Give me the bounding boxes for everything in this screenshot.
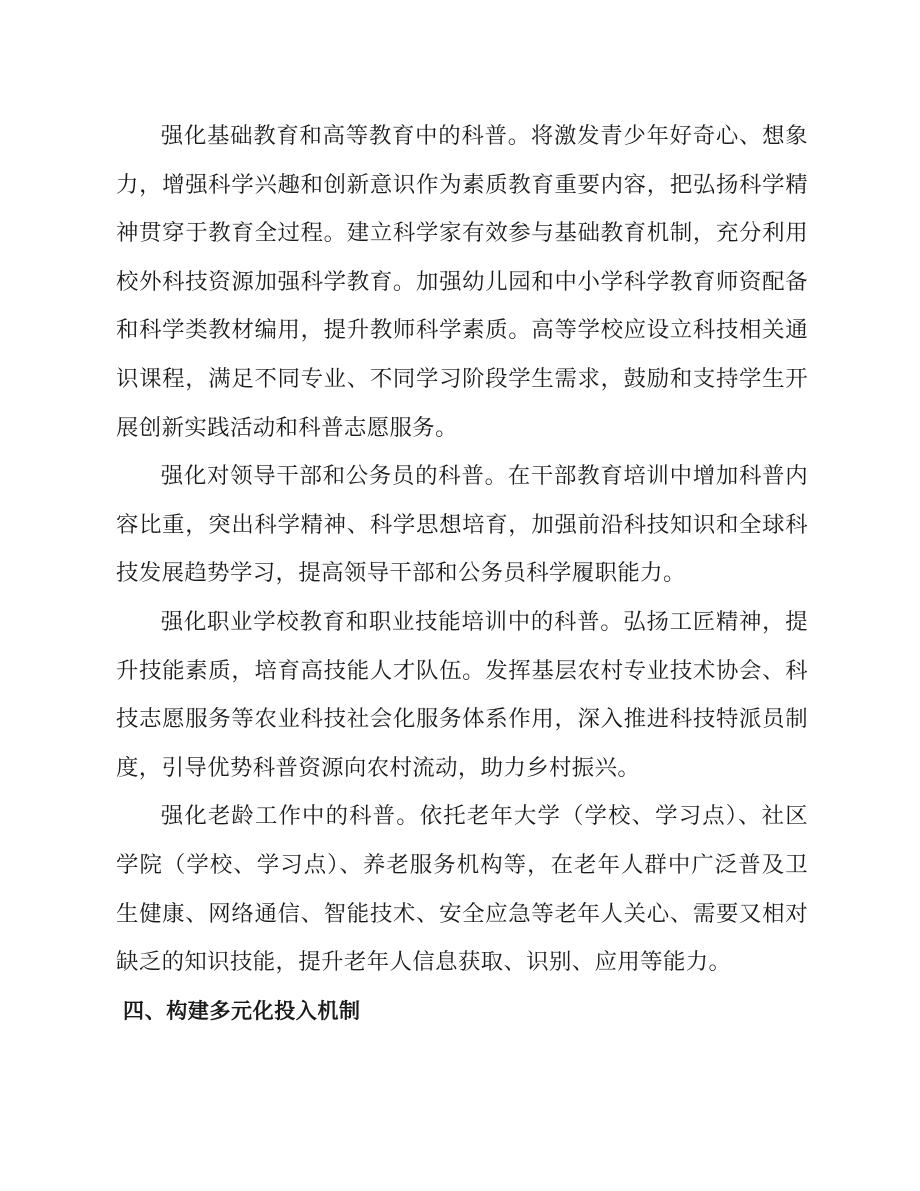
section-heading: 四、构建多元化投入机制 [123,998,361,1023]
document-body [116,112,808,1035]
paragraph-elderly-work-science: 强化老龄工作中的科普。依托老年大学（学校、学习点）、社区学院（学校、学习点）、养老服务机构等，在老年人群中广泛普及卫生健康、网络通信、智能技术、安全应急等老年人关心、需要又相对缺乏的知识技能，提升老年人信息获取、识别、应用等能力。 [116,803,808,976]
paragraph-vocational-training-science: 强化职业学校教育和职业技能培训中的科普。弘扬工匠精神，提升技能素质，培育高技能人才队伍。发挥基层农村专业技术协会、科技志愿服务等农业科技社会化服务体系作用，深入推进科技特派员制度，引导优势科普资源向农村流动，助力乡村振兴。 [116,608,808,781]
paragraph-basic-higher-education-science: 强化基础教育和高等教育中的科普。将激发青少年好奇心、想象力，增强科学兴趣和创新意识作为素质教育重要内容，把弘扬科学精神贯穿于教育全过程。建立科学家有效参与基础教育机制，充分利用校外科技资源加强科学教育。加强幼儿园和中小学科学教育师资配备和科学类教材编用，提升教师科学素质。高等学校应设立科技相关通识课程，满足不同专业、不同学习阶段学生需求，鼓励和支持学生开展创新实践活动和科普志愿服务。 [116,123,808,441]
paragraph-leaders-civil-servants-science: 强化对领导干部和公务员的科普。在干部教育培训中增加科普内容比重，突出科学精神、科学思想培育，加强前沿科技知识和全球科技发展趋势学习，提高领导干部和公务员科学履职能力。 [116,463,808,587]
